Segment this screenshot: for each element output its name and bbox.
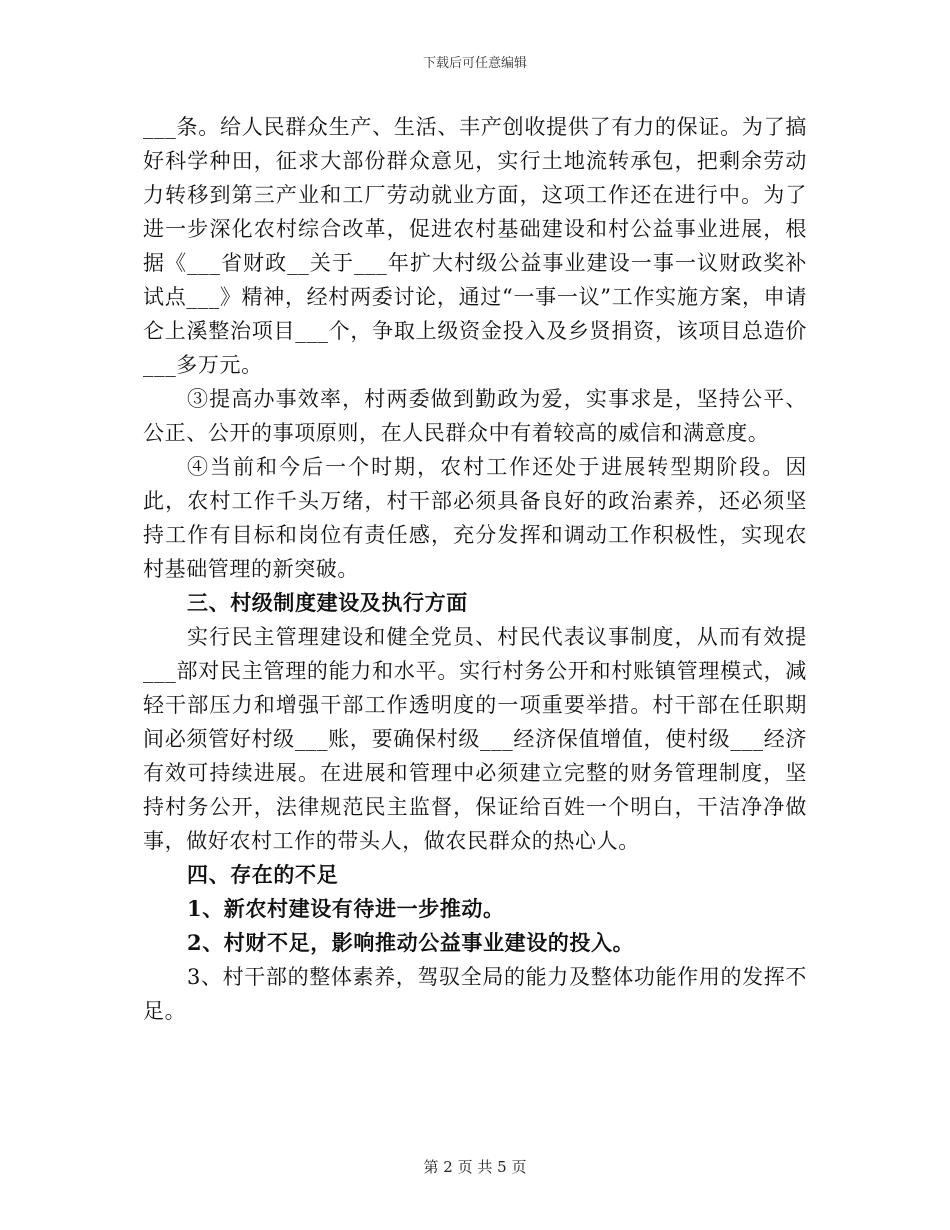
paragraph-funding: ___条。给人民群众生产、生活、丰产创收提供了有力的保证。为了搞好科学种田，征求大部份群众意见，实行土地流转承包，把剩余劳动力转移到第三产业和工厂劳动就业方面，这项工作还在进行中。为了进一步深化农村综合改革，促进农村基础建设和村公益事业进展，根据《___省财政__关于___年扩大村级公益事业建设一事一议财政奖补试点___》精神，经村两委讨论，通过“一事一议”工作实施方案，申请仑上溪整治项目___个，争取上级资金投入及乡贤捐资，该项目总造价___多万元。	[143, 115, 807, 377]
section-heading-system: 三、村级制度建设及执行方面	[187, 590, 468, 615]
section-heading-shortcomings: 四、存在的不足	[187, 862, 339, 887]
paragraph-democratic-management: 实行民主管理建设和健全党员、村民代表议事制度，从而有效提___部对民主管理的能力和水平。实行村务公开和村账镇管理模式，减轻干部压力和增强干部工作透明度的一项重要举措。村干部在任职期间必须管好村级___账，要确保村级___经济保值增值，使村级___经济有效可持续进展。在进展和管理中必须建立完整的财务管理制度，坚持村务公开，法律规范民主监督，保证给百姓一个明白，干洁净净做事，做好农村工作的带头人，做农民群众的热心人。	[143, 625, 807, 853]
page-footer: 第 2 页 共 5 页	[423, 1158, 527, 1176]
paragraph-efficiency: ③提高办事效率，村两委做到勤政为爱，实事求是，坚持公平、公正、公开的事项原则，在人民群众中有着较高的威信和满意度。	[143, 387, 807, 445]
shortcoming-item-3: 3、村干部的整体素养，驾驭全局的能力及整体功能作用的发挥不足。	[143, 965, 807, 1023]
paragraph-transition: ④当前和今后一个时期，农村工作还处于进展转型期阶段。因此，农村工作千头万绪，村干部必须具备良好的政治素养，还必须坚持工作有目标和岗位有责任感，充分发挥和调动工作积极性，实现农村基础管理的新突破。	[143, 455, 807, 581]
shortcoming-item-2: 2、村财不足，影响推动公益事业建设的投入。	[187, 930, 635, 955]
document-body	[143, 110, 807, 1028]
page-header: 下载后可任意编辑	[422, 56, 527, 71]
shortcoming-item-1: 1、新农村建设有待进一步推动。	[187, 896, 505, 921]
